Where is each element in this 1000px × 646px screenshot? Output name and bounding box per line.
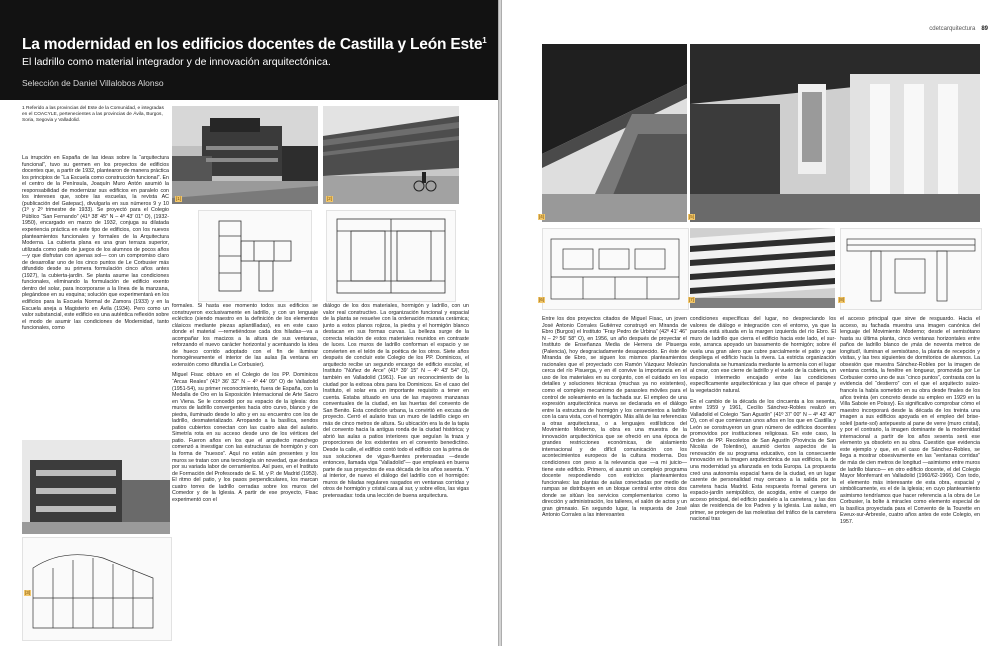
photo-colegio-dominicos-exterior [323, 106, 459, 204]
caption-marker-8: [8] [838, 297, 844, 302]
folio [929, 26, 988, 32]
text-column-6: el acceso principal que sirve de resguardo. Hacia el acceso, su fachada muestra una imagen canónica del lenguaje del Movimiento Moderno; desde el semisótano hasta su última planta, cinco ventanas horizontales entre paños de ladrillo blanco de ¡más de noventa metros de longitud!, iluminan el semisótano, la planta de recepción y visitas, y las tres siguientes de dormitorios de alumnos. La obsesión que muestra Sánchez-Robles por la imagen de ventana corrida, la fenêtre en longueur, promovida por Le Corbusier como uno de sus “cinco puntos”, contrasta con la evidencia del “destierro” con el que el arquitecto suizo-francés la había sometido en su obra desde finales de los años treinta (en concreto desde su empleo en 1929 en la Villa Saboie en Poissy). Es significativo comprobar cómo el maestro incorporará desde la década de los treinta una imagen a sus edificios apoyada en el empleo del brise-soleil (parte-sol) antepuesto al pane de verre (muro cristal), y por el contrario, la imagen dominante de la modernidad internacional a partir de los años sesenta será ese elemento ya obsoleto en su obra. Cuestión que evidencia este ejemplo y que, en el caso de Sánchez-Robles, se llega a mostrar obsesivamente en las “ventanas corridas” de más de cien metros de longitud —asimismo entre muros de ladrillo blanco— en otro edificio docente, el del Colegio Mayor Monferrant en Valladolid (1960/62-1966). Con todo, el elemento más interesante de esta obra, espacial y simbólicamente, es el de la iglesia; en cuyo planteamiento asimismo tendríamos que hacer referencia a la obra de Le Corbusier, la boîte à miracles como elemento especial de la basílica proyectada para el Convento de la Tourette en Eveux-sur-Arbresle, cuatro años antes de este Colegio, en 1957. [840, 316, 980, 525]
article-byline: Selección de Daniel Villalobos Alonso [22, 78, 164, 88]
column-5-paragraph-1: condiciones específicas del lugar, no despreciando los valores de diálogo e integración con el entorno, ya que la parcela está situada en la margen izquierda del río Ebro. El muro de ladrillo que cierra el edificio hacia este lado, el sur-este, arranca apoyado un basamento de hormigón; sobre él vuela una gran alero que cubre parcialmente el patio y que despliega el edificio hacia la rivera. La estricta organización funcionalista se humanizada mediante la armonía con el lugar al crear, con ese cierre de ladrillo y el vuelo de la cubierta, un espacio intermedio encajado entre las condiciones específicamente arquitectónicas y las que ofrece el paraje y la vegetación natural. [690, 316, 836, 395]
column-2-paragraph-1: formales. Si hasta ese momento todos sus edificios se construyeron exclusivamente en ladrillo, y con un lenguaje ecléctico (siendo maestro en la definición de los elementos clásicos mediante piezas aplantilladas), es en este caso donde el material —remetiéndose cada dos hiladas—va a acompañar los macizos a la altura de sus ventanas, reforzando el nuevo carácter horizontal y acentuando la idea de hueco corrido adoptado con el fin de iluminar homogéneamente el interior de las aulas (la ventana en extensión como difundía Le Corbusier). [172, 303, 318, 368]
caption-marker-5: [5] [688, 214, 694, 219]
caption-marker-7: [7] [688, 297, 694, 302]
text-column-1: La irrupción en España de las ideas sobre la “arquitectura funcional”, tuvo su germen en los proyectos de edificios docentes que, a partir de 1932, plantearon de manera práctica los principios de “La Escuela como construcción funcional”. En el centro de la Península, Joaquín Muro Antón asumió la responsabilidad de modernizar sus edificios en paralelo con los intereses que, sobre las escuelas, la revista AC (publicación del Gatepac), divulgaría en sus números 9 y 10 (1º y 2º trimestre de 1933). Se proyectó para el Colegio Público “San Fernando” (41º 38′ 45″ N – 4º 43′ 01″ O), (1932-1950), encargado en marzo de 1932, conjuga su dilatada experiencia práctica en este tipo de edificios, con los nuevos planteamientos funcionales y formales de la Arquitectura Moderna. La cubierta plana es una gran terraza superior, utilizada como patio de juegos de los alumnos de pocos años —y que disfrutan con apenas sol— con un compromiso claro de desarrollar uno de los cinco puntos de Le Corbusier más difundido desde su primera formulación cinco años antes (1927), la cubierta-jardín. Se planta asume las condiciones funcionales, eliminando la formulación de edificio exento dentro del solar, para incorporarse a la línea de la manzana, plegándose en su esquina; solución que experimentará en los edificios para la Escuela Normal de Zamora (1933) y en la Escuela aneja a Magisterio en Ávila (1934). Pero como un valor substancial, este edificio es una auténtica reflexión sobre el modo de asumir las condiciones de Modernidad, tanto funcionales, como [22, 155, 169, 332]
floor-plan-instituto [542, 228, 689, 310]
article-title: La modernidad en los edificios docentes de Castilla y León Este$^1$ [22, 36, 487, 54]
floor-plan-dominicos [326, 210, 456, 302]
caption-marker-6: [6] [538, 297, 544, 302]
photo-instituto-fray-pedro-canopy [542, 44, 687, 222]
text-column-3: diálogo de los dos materiales, hormigón y ladrillo, con un valor real constructivo. La organización funcional y espacial de la planta se resuelve con la ordenación muraria cerámica; junto a estos planos rojizos, la piedra y el hormigón blanco destacan en sus formas curvas. La belleza surge de la correcta relación de estos materiales reunidos en contraste de luces. Los muros de ladrillo conforman el espacio y se convierten en el telón de la poética de los otros. Siete años después de concluir este Colegio de los PP. Dominicos, el arquitecto recibe un segundo encargo de edificio escolar, el Instituto “Núñez de Arce” (41º 39′ 15″ N – 4º 43′ 54″ O), también en Valladolid (1961). Fue un reconocimiento de la ciudad por la exitosa obra para los Dominicos. En el caso del Instituto, el solar era un importante requisito a tener en cuenta. Estaba situado en una de las mayores manzanas conventuales de la ciudad, en las huertas del convento de San Benito. Esta condición urbana, la convirtió en excusa de proyecto. Cerró el aulario tras un muro de ladrillo ciego en más de cinco metros de altura. Su ubicación era la de la tapia del convento hacia la antigua ronda de la ciudad histórica; y abrió las aulas a patios interiores que seguían la traza y proporciones de los existentes en el convento benedictino. Desde la calle, el edificio contó todo el edificio con la prima de sus soluciones de vigas-fluentes pretensadas —desde entonces, llamada viga “Valladolid”— que empleará en buena parte de sus proyectos de esa década de los años sesenta. Y al interior, de nuevo el diálogo del ladrillo con el hormigón: muros de hiladas regulares rasgados en ventanas corridas y otros de hormigón y cristal cara al sur, y sobre ellos, las vigas pretensadas: toda una lección de buena arquitectura. [323, 303, 469, 499]
photo-colegio-san-agustin-facade [690, 228, 835, 308]
text-column-5 [690, 316, 836, 644]
left-page [0, 0, 498, 646]
text-column-2 [172, 303, 318, 645]
text-column-4: Entre los dos proyectos citados de Miguel Fisac, un joven José Antonio Corrales Gutiérrez construyó en Miranda de Ebro (Burgos) el Instituto “Fray Pedro de Urbina” (42º 41′ 46″ N – 2º 56′ 58″ O), en 1956, un año después de proyectar el Instituto de Enseñanza Media de Herrera de Pisuerga (Palencia), hoy desgraciadamente desaparecido. En éste de Miranda de Ebro, se siguen los mismos planteamientos racionales que el proyectado con Ramón Vázquez Molezún cerca del río Pisuerga, y en él convive la importancia en el uso de los materiales en su conjunto, con el cuidado en los detalles y soluciones técnicas (muchas ya no existentes), como el complejo mecanismo de parasoles móviles para el control de soleamiento en la fachada sur. El empleo de una expresión arquitectónica nueva se declarada en el diálogo entre la estructura de hormigón y los cerramientos a ladrillo con la cara vista, con el hormigón. Más allá de las referencias a otras arquitecturas, o a lenguajes estilísticos del Movimiento Moderno, la obra es una muestra de la innovación arquitectónica que se ofreció en una época de grandes restricciones económicas, de aislamiento internacional y de difícil comunicación con los acontecimientos europeos de la cultura moderna. Dos condiciones con peso a la relevancia que —a mi juicio— tiene este edificio. Primero, el asumir un complejo programa docente respondiendo con estrictos planteamientos funcionales: las plantas de aulas conectadas por medio de rampas se distribuyen en un bloque central entre otros dos donde se sitúan los servicios complementarios como la dirección y administración, los talleres, el salón de actos y un gran gimnasio. En segundo lugar, la respuesta de José Antonio Corrales a las interesantes [542, 316, 687, 519]
caption-marker-3: [3] [24, 590, 30, 595]
caption-marker-1: [1] [175, 196, 181, 201]
title-footnote-mark: 1 [482, 36, 487, 45]
page-number: 89 [981, 26, 988, 32]
caption-marker-4: [4] [538, 214, 544, 219]
column-5-paragraph-2: En el cambio de la década de los cincuenta a los sesenta, entre 1959 y 1961, Cecilio Sánchez-Robles realizó en Valladolid el Colegio “San Agustín” (41º 37′ 00″ N – 4º 43′ 40″ O), con el que comienzan unos años en los que en Castilla y León se construyeron un gran número de edificios docentes promovidos por instituciones religiosas. En este caso, la Orden de PP. Recoletos de San Agustín (Provincia de San Nicolás de Tolentino), asumió ciertos aspectos de la renovación de su programa educativo, con la consecuente innovación en la imagen arquitectónica de sus edificios, la de una modernidad ya afianzada en toda Europa. La propuesta creó una autonomía espacial fuera de la ciudad, en un lugar carente de personalidad muy cercano a la salida por la carretera hacia Madrid. Esta respuesta formal genera un espacio-jardín semipúblico, de acogida, entre el cuerpo de acceso principal, del edificio paralelo a la carretera, y las dos alas de residencia de los Padres y la iglesia. Las aulas, en primer, se protegen de las molestias del tráfico de la carretera nacional tras [690, 398, 836, 523]
floor-plan-san-fernando [198, 210, 312, 302]
title-banner [0, 0, 498, 100]
column-2-paragraph-2: Miguel Fisac obtuvo en el Colegio de los PP. Dominicos “Arcas Reales” (41º 36′ 32″ N – 4º 44′ 09″ O) de Valladolid (1951-54), su primer reconocimiento, fuera de España, con la Medalla de Oro en la Exposición Internacional de Arte Sacro en Viena. Se le concedió por su espacio de la iglesia: dos muros de ladrillo convergentes hacia otro curvo, blanco y de piedra, iluminado desde lo alto y en su encuentro con los de ladrillo, desmaterializado. Arropando a la basílica, sendos patios cubiertos conectan con las cuatro alas del aulario. Simetría rota en su acceso desde uno de los vértices del patio. Fueron años en los que el arquitecto manchego comenzó a investigar con las estructuras de hormigón y con la forma de “huesos”. Aquí no están aún presentes y los muros se tratan con una tecnología sin novedad, que destaca por su variada labor de cerramientos. Así pues, en el Instituto de Formación del Profesorado de E. M. y P. de Madrid (1953). El ritmo del patio, y los pasos perpendiculares, los marcan cuatro torres de ladrillo cerradas sobre los muros del Comedor y de la Iglesia. A partir de ese proyecto, Fisac experimentó con el [172, 372, 318, 503]
footnote: 1 Referido a las provincias del Este de la Comunidad, e integradas en el COACYLE, pertenecientes a las provincias de Ávila, Burgos, Soria, Segovia y Valladolid. [22, 106, 164, 123]
photo-colegio-san-agustin-interior [690, 44, 980, 222]
floor-plan-lower-left [22, 537, 172, 641]
photo-brick-building-exterior [22, 440, 170, 534]
caption-marker-2: [2] [326, 196, 332, 201]
right-page [502, 0, 1000, 646]
magazine-name: cdetcarquitectura [929, 26, 976, 32]
floor-plan-san-agustin [840, 228, 982, 310]
article-subtitle: El ladrillo como material integrador y de innovación arquitectónica. [22, 56, 331, 68]
photo-colegio-san-fernando [172, 106, 318, 204]
